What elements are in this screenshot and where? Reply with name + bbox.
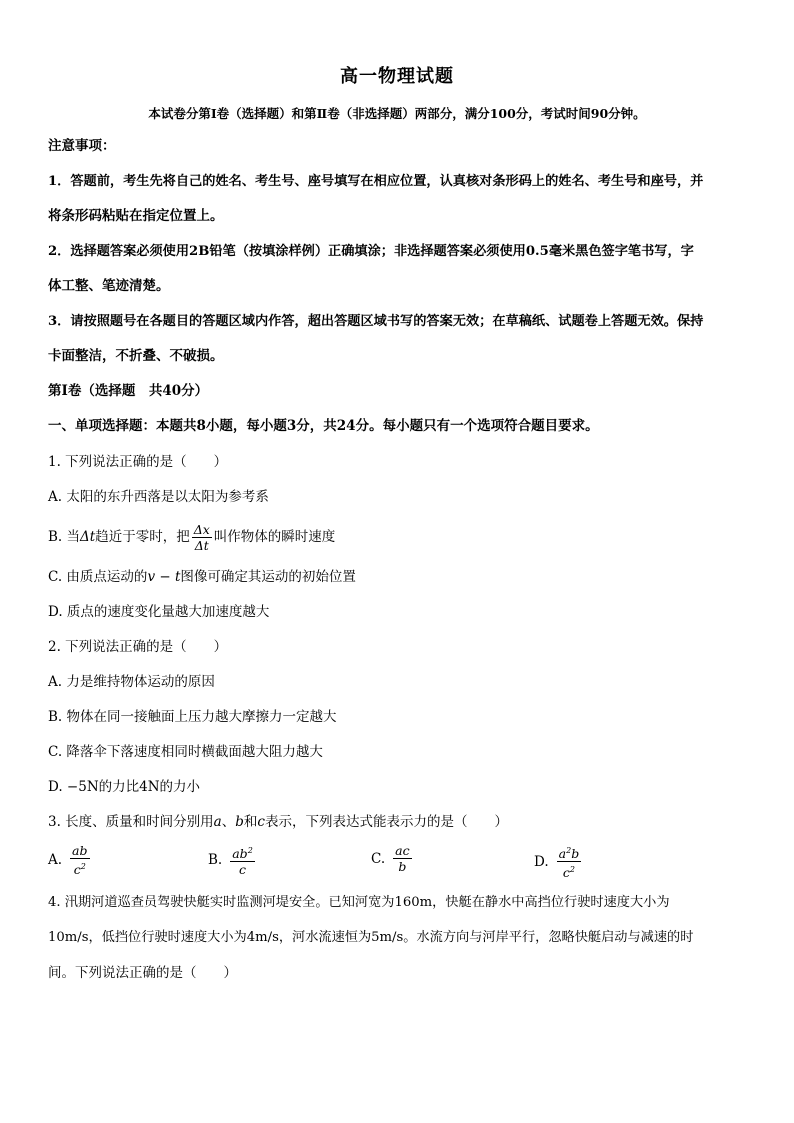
option-b-fraction xyxy=(230,843,255,877)
option-b-suffix: 叫作物体的瞬时速度 xyxy=(213,529,336,545)
numerator-text: ab xyxy=(232,846,248,861)
part-1-heading: 一、单项选择题：本题共8小题，每小题3分，共24分。每小题只有一个选项符合题目要求。 xyxy=(48,418,599,434)
question-4-line-2: 10m/s，低挡位行驶时速度大小为4m/s，河水流速恒为5m/s。水流方向与河岸平行，忽略快艇启动与减速的时 xyxy=(48,930,694,945)
fraction-denominator xyxy=(70,859,89,877)
question-2-option-d: D. −5N的力比4N的力小 xyxy=(48,779,201,795)
var-c: c xyxy=(257,814,265,830)
fraction-numerator xyxy=(70,843,89,859)
numerator-exponent: 2 xyxy=(247,846,253,855)
notice-item-2-line-1: 2．选择题答案必须使用2B铅笔（按填涂样例）正确填涂；非选择题答案必须使用0.5毫米黑色签字笔书写，字 xyxy=(48,244,694,259)
fraction-denominator xyxy=(557,862,582,880)
notice-item-3-line-2: 卡面整洁，不折叠、不破损。 xyxy=(48,348,224,364)
q3-sep-1: 、 xyxy=(221,814,236,830)
question-1-option-a: A. 太阳的东升西落是以太阳为参考系 xyxy=(48,489,269,505)
denominator-text: b xyxy=(398,859,407,874)
fraction-numerator xyxy=(393,843,411,859)
question-2-option-b: B. 物体在同一接触面上压力越大摩擦力一定越大 xyxy=(48,709,337,725)
question-1-option-c xyxy=(48,568,356,586)
option-c-prefix: C. 由质点运动的 xyxy=(48,569,148,585)
option-b-prefix: B. 当 xyxy=(48,529,81,545)
question-2-stem: 2. 下列说法正确的是（ ） xyxy=(48,639,228,655)
numerator-text: a xyxy=(558,846,567,861)
numerator-text-b: b xyxy=(571,846,580,861)
question-3-option-d xyxy=(534,843,583,880)
fraction-numerator xyxy=(557,843,582,862)
q3-stem-prefix: 3. 长度、质量和时间分别用 xyxy=(48,814,214,830)
question-1-stem: 1. 下列说法正确的是（ ） xyxy=(48,454,228,470)
question-3-option-b xyxy=(208,843,257,877)
velocity-fraction xyxy=(192,522,212,553)
option-label: A. xyxy=(48,852,63,868)
var-b: b xyxy=(235,814,244,830)
option-label: B. xyxy=(208,852,223,868)
option-b-middle: 趋近于零时，把 xyxy=(95,529,190,545)
notice-item-1-line-2: 将条形码粘贴在指定位置上。 xyxy=(48,208,224,224)
fraction-numerator xyxy=(230,843,255,862)
notice-item-1-line-1: 1．答题前，考生先将自己的姓名、考生号、座号填写在相应位置，认真核对条形码上的姓名、考生号和座号，并 xyxy=(48,174,704,189)
question-3-stem xyxy=(48,813,508,831)
option-label: C. xyxy=(371,850,386,867)
question-2-option-a: A. 力是维持物体运动的原因 xyxy=(48,674,215,690)
numerator-text: ab xyxy=(72,843,88,858)
q3-stem-suffix: 表示，下列表达式能表示力的是（ ） xyxy=(264,814,508,830)
fraction-numerator: Δx xyxy=(193,522,210,537)
numerator-text: ac xyxy=(395,843,410,858)
denominator-text: c xyxy=(238,862,246,877)
option-c-suffix: 图像可确定其运动的初始位置 xyxy=(180,569,356,585)
option-label: D. xyxy=(534,853,549,870)
denominator-text: c xyxy=(562,865,570,880)
question-4-line-3: 间。下列说法正确的是（ ） xyxy=(48,965,237,981)
exam-subtitle: 本试卷分第Ⅰ卷（选择题）和第Ⅱ卷（非选择题）两部分，满分100分，考试时间90分钟。 xyxy=(148,106,646,121)
option-c-fraction xyxy=(393,843,411,874)
page-title: 高一物理试题 xyxy=(340,66,454,87)
volume-heading: 第Ⅰ卷（选择题 共40分） xyxy=(48,383,209,399)
q3-sep-2: 和 xyxy=(243,814,258,830)
question-3-option-c xyxy=(371,843,414,874)
notice-item-2-line-2: 体工整、笔迹清楚。 xyxy=(48,278,170,294)
question-3-option-a xyxy=(48,843,92,877)
question-1-option-b xyxy=(48,520,335,554)
notice-item-3-line-1: 3．请按照题号在各题目的答题区域内作答，超出答题区域书写的答案无效；在草稿纸、试题卷上答题无效。保持 xyxy=(48,314,704,329)
denominator-text: c xyxy=(73,862,81,877)
notice-heading: 注意事项： xyxy=(48,138,116,154)
question-4-line-1: 4. 汛期河道巡查员驾驶快艇实时监测河堤安全。已知河宽为160m，快艇在静水中高挡位行驶时速度大小为 xyxy=(48,895,670,910)
question-1-option-d: D. 质点的速度变化量越大加速度越大 xyxy=(48,604,270,620)
option-d-fraction xyxy=(557,843,582,880)
option-a-fraction xyxy=(70,843,89,877)
denominator-exponent: 2 xyxy=(80,862,86,871)
var-a: a xyxy=(213,814,222,830)
fraction-denominator xyxy=(393,859,411,874)
v-t-symbol: v − t xyxy=(147,569,181,585)
fraction-denominator xyxy=(230,862,255,877)
question-2-option-c: C. 降落伞下落速度相同时横截面越大阻力越大 xyxy=(48,744,323,760)
numerator-exponent: 2 xyxy=(566,846,572,855)
fraction-denominator: Δt xyxy=(194,538,209,553)
delta-t-symbol: Δt xyxy=(80,529,96,545)
denominator-exponent: 2 xyxy=(569,865,575,874)
